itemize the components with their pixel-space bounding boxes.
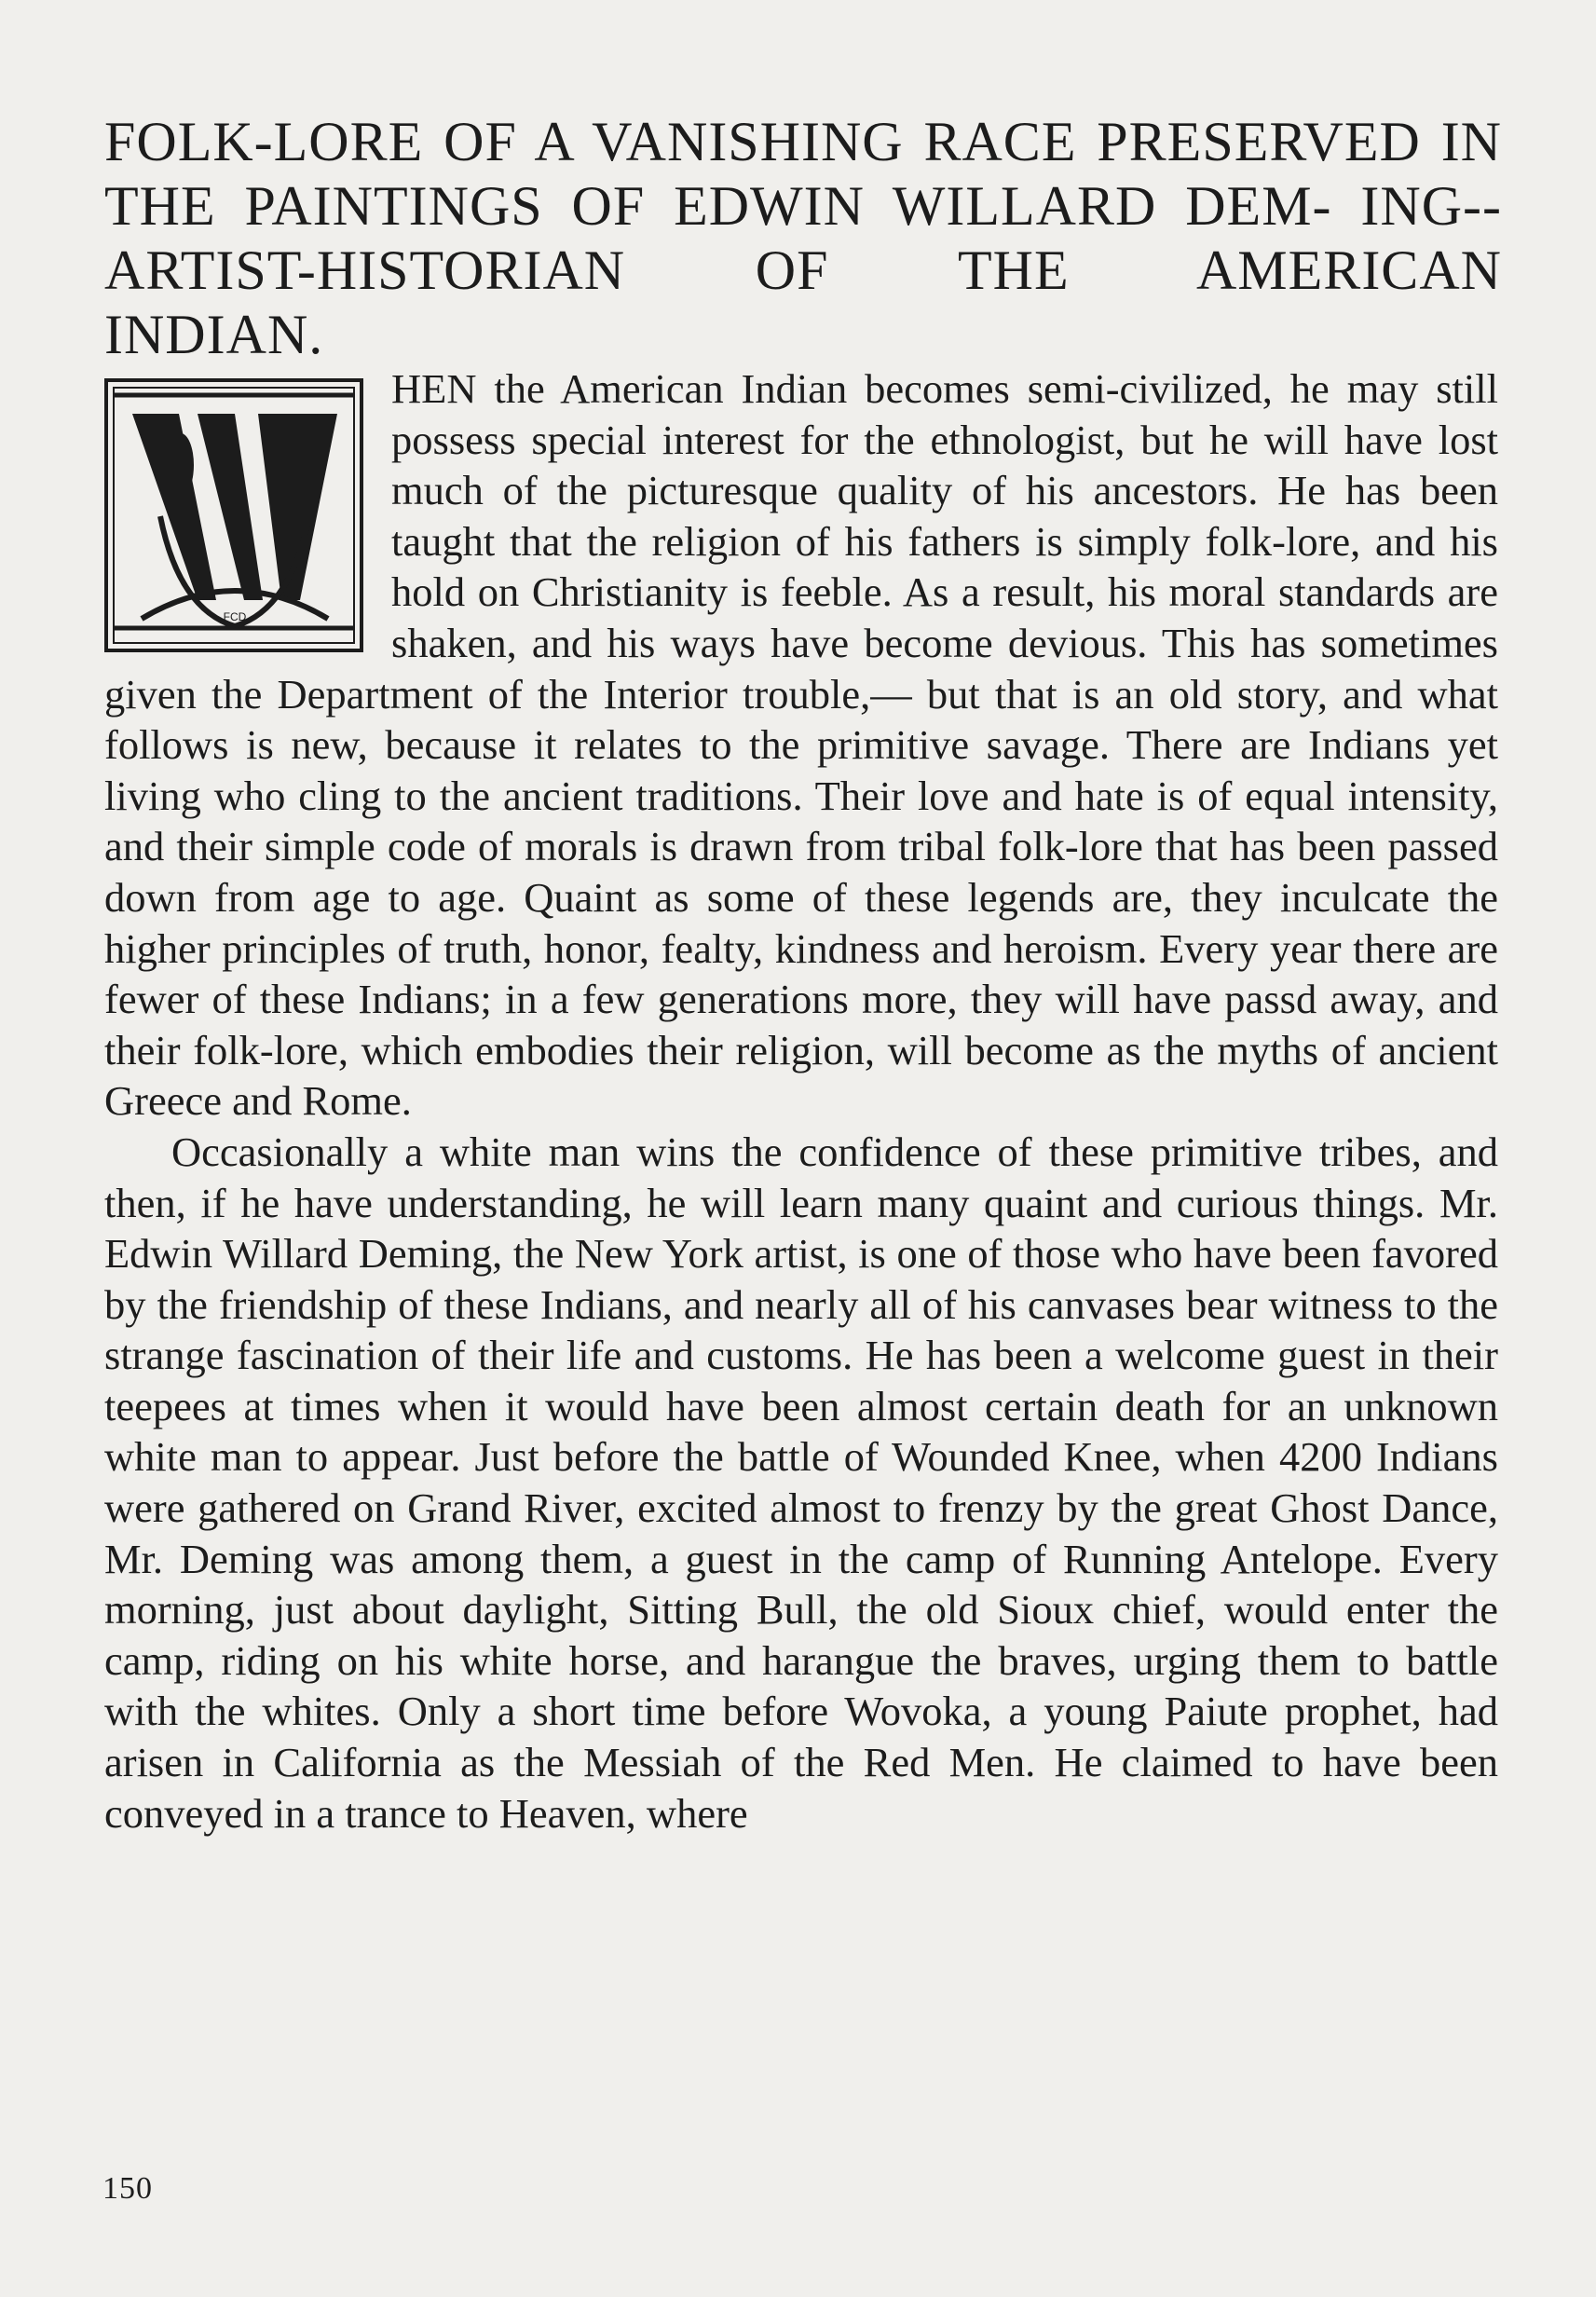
title-line-1: FOLK-LORE OF A VANISHING RACE PRESERVED <box>104 111 1421 172</box>
dropcap-monogram: FCD <box>223 610 247 623</box>
paragraph-2: Occasionally a white man wins the confidence of these primitive tribes, and then, if he have understanding, he will learn many quaint and curious things. Mr. Edwin Willard Deming, the New York artist, is one of those who have been favored by the friendship of these Indians, and nearly all of his canvases bear witness to the strange fascination of their life and customs. He has been a welcome guest in their teepees at times when it would have been almost certain death for an unknown white man to appear. Just before the battle of Wounded Knee, when 4200 Indians were gathered on Grand River, excited almost to frenzy by the great Ghost Dance, Mr. Deming was among them, a guest in the camp of Running Antelope. Every morning, just about daylight, Sitting Bull, the old Sioux chief, would enter the camp, riding on his white horse, and harangue the braves, urging them to battle with the whites. Only a short time before Wovoka, a young Paiute prophet, had arisen in California as the Messiah of the Red Men. He claimed to have been conveyed in a trance to Heaven, where <box>104 1128 1498 1837</box>
article-title <box>104 110 1502 367</box>
title-line-2: IN THE PAINTINGS OF EDWIN WILLARD DEM- <box>104 111 1502 237</box>
paragraph-1: HEN the American Indian becomes semi-civilized, he may still possess special interest for the ethnologist, but he will have lost much of the picturesque quality of his ancestors. He has been taught that the religion of his fathers is simply folk-lore, and his hold on Christianity is feeble. As a result, his moral standards are shaken, and his ways have become devious. This has sometimes given the Department of the Interior trouble,— but that is an old story, and what follows is new, because it relates to the primitive savage. There are Indians yet living who cling to the ancient traditions. Their love and hate is of equal intensity, and their simple code of morals is drawn from tribal folk-lore that has been passed down from age to age. Quaint as some of these legends are, they inculcate the higher principles of truth, honor, fealty, kindness and heroism. Every year there are fewer of these Indians; in a few generations more, they will have passd away, and their folk-lore, which embodies their religion, will become as the myths of ancient Greece and Rome. <box>104 365 1498 1125</box>
article-body <box>104 363 1498 1839</box>
ornamental-dropcap-w <box>104 376 365 656</box>
title-line-3: ING--ARTIST-HISTORIAN OF THE AMERICAN <box>104 175 1502 301</box>
page-number: 150 <box>102 2171 153 2206</box>
title-line-4: INDIAN. <box>104 304 324 365</box>
